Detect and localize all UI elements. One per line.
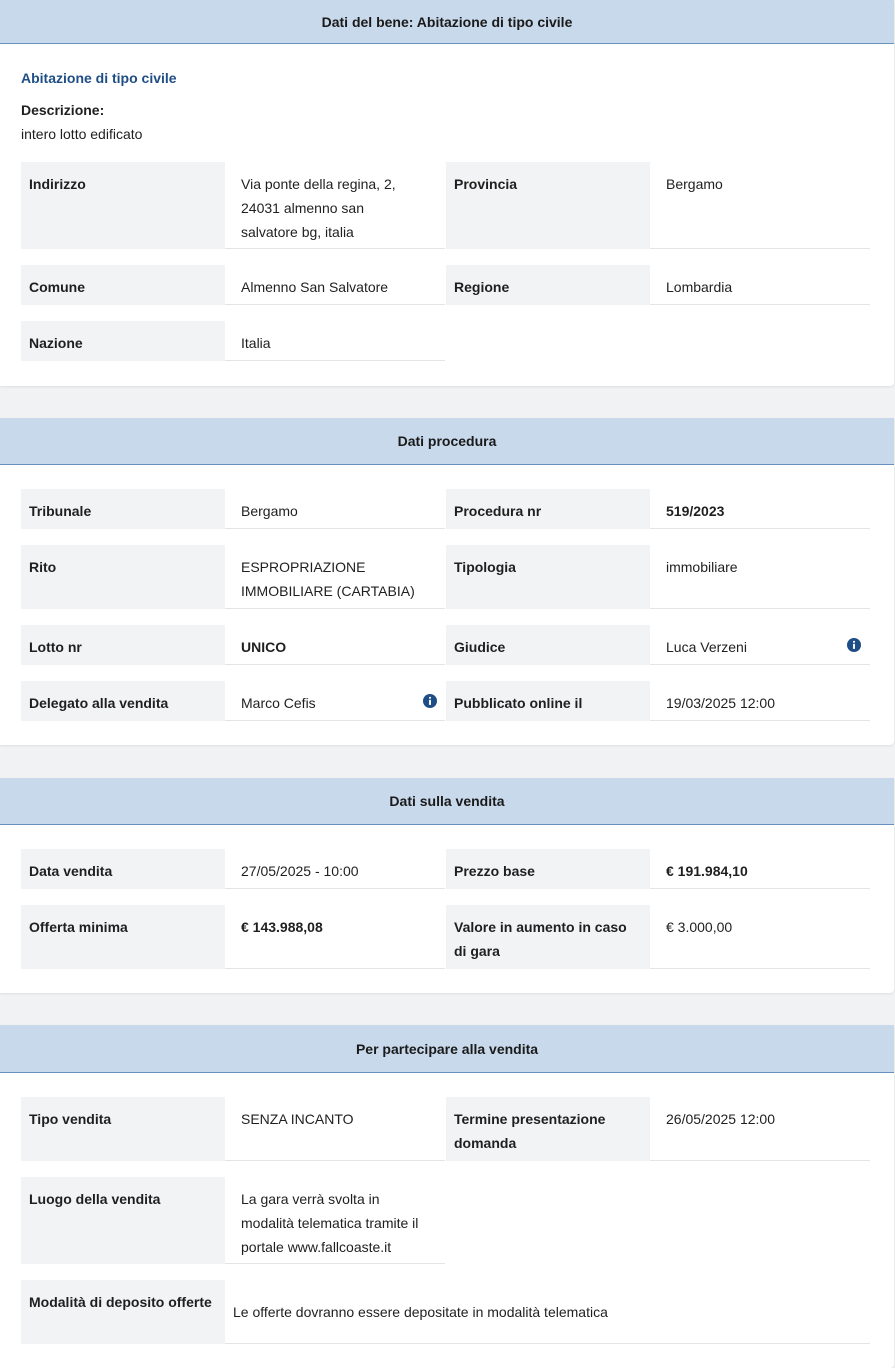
label-offerta-minima: Offerta minima [21, 905, 225, 969]
card-dati-bene [0, 0, 894, 386]
description-value: intero lotto edificato [21, 126, 143, 142]
info-circle-icon[interactable] [847, 638, 861, 652]
value-nazione: Italia [225, 321, 445, 361]
label-termine-presentazione: Termine presentazione domanda [446, 1097, 650, 1161]
value-offerta-minima: € 143.988,08 [225, 905, 445, 969]
value-comune: Almenno San Salvatore [225, 265, 445, 305]
property-subtitle: Abitazione di tipo civile [21, 70, 177, 86]
label-pubblicato: Pubblicato online il [446, 681, 650, 721]
value-valore-aumento: € 3.000,00 [650, 905, 870, 969]
value-lotto-nr: UNICO [225, 625, 445, 665]
label-lotto-nr: Lotto nr [21, 625, 225, 665]
value-giudice: Luca Verzeni [650, 625, 870, 665]
card-header-partecipare: Per partecipare alla vendita [0, 1025, 894, 1073]
value-luogo-vendita: La gara verrà svolta in modalità telematica tramite il portale www.fallcoaste.it [225, 1177, 445, 1264]
label-nazione: Nazione [21, 321, 225, 361]
label-regione: Regione [446, 265, 650, 305]
card-header-dati-bene: Dati del bene: Abitazione di tipo civile [0, 0, 894, 44]
label-giudice: Giudice [446, 625, 650, 665]
label-provincia: Provincia [446, 162, 650, 249]
value-delegato: Marco Cefis [225, 681, 445, 721]
info-circle-icon[interactable] [423, 694, 437, 708]
value-tribunale: Bergamo [225, 489, 445, 529]
card-header-dati-vendita: Dati sulla vendita [0, 778, 894, 825]
label-comune: Comune [21, 265, 225, 305]
value-termine-presentazione: 26/05/2025 12:00 [650, 1097, 870, 1161]
label-tipo-vendita: Tipo vendita [21, 1097, 225, 1161]
label-tribunale: Tribunale [21, 489, 225, 529]
label-data-vendita: Data vendita [21, 849, 225, 889]
value-tipologia: immobiliare [650, 545, 870, 609]
label-prezzo-base: Prezzo base [446, 849, 650, 889]
value-regione: Lombardia [650, 265, 870, 305]
label-indirizzo: Indirizzo [21, 162, 225, 249]
value-procedura-nr: 519/2023 [650, 489, 870, 529]
description-label: Descrizione: [21, 102, 105, 118]
value-prezzo-base: € 191.984,10 [650, 849, 870, 889]
value-provincia: Bergamo [650, 162, 870, 249]
value-pubblicato: 19/03/2025 12:00 [650, 681, 870, 721]
card-dati-vendita [0, 778, 894, 993]
value-indirizzo: Via ponte della regina, 2, 24031 almenno san salvatore bg, italia [225, 162, 445, 249]
value-modalita-deposito: Le offerte dovranno essere depositate in modalità telematica [225, 1280, 870, 1344]
value-rito: ESPROPRIAZIONE IMMOBILIARE (CARTABIA) [225, 545, 445, 609]
label-procedura-nr: Procedura nr [446, 489, 650, 529]
label-valore-aumento: Valore in aumento in caso di gara [446, 905, 650, 969]
value-tipo-vendita: SENZA INCANTO [225, 1097, 445, 1161]
card-partecipare [0, 1025, 894, 1368]
label-luogo-vendita: Luogo della vendita [21, 1177, 225, 1264]
label-rito: Rito [21, 545, 225, 609]
label-delegato: Delegato alla vendita [21, 681, 225, 721]
label-modalita-deposito: Modalità di deposito offerte [21, 1280, 225, 1344]
label-tipologia: Tipologia [446, 545, 650, 609]
card-dati-procedura [0, 418, 894, 745]
card-header-dati-procedura: Dati procedura [0, 418, 894, 465]
value-data-vendita: 27/05/2025 - 10:00 [225, 849, 445, 889]
